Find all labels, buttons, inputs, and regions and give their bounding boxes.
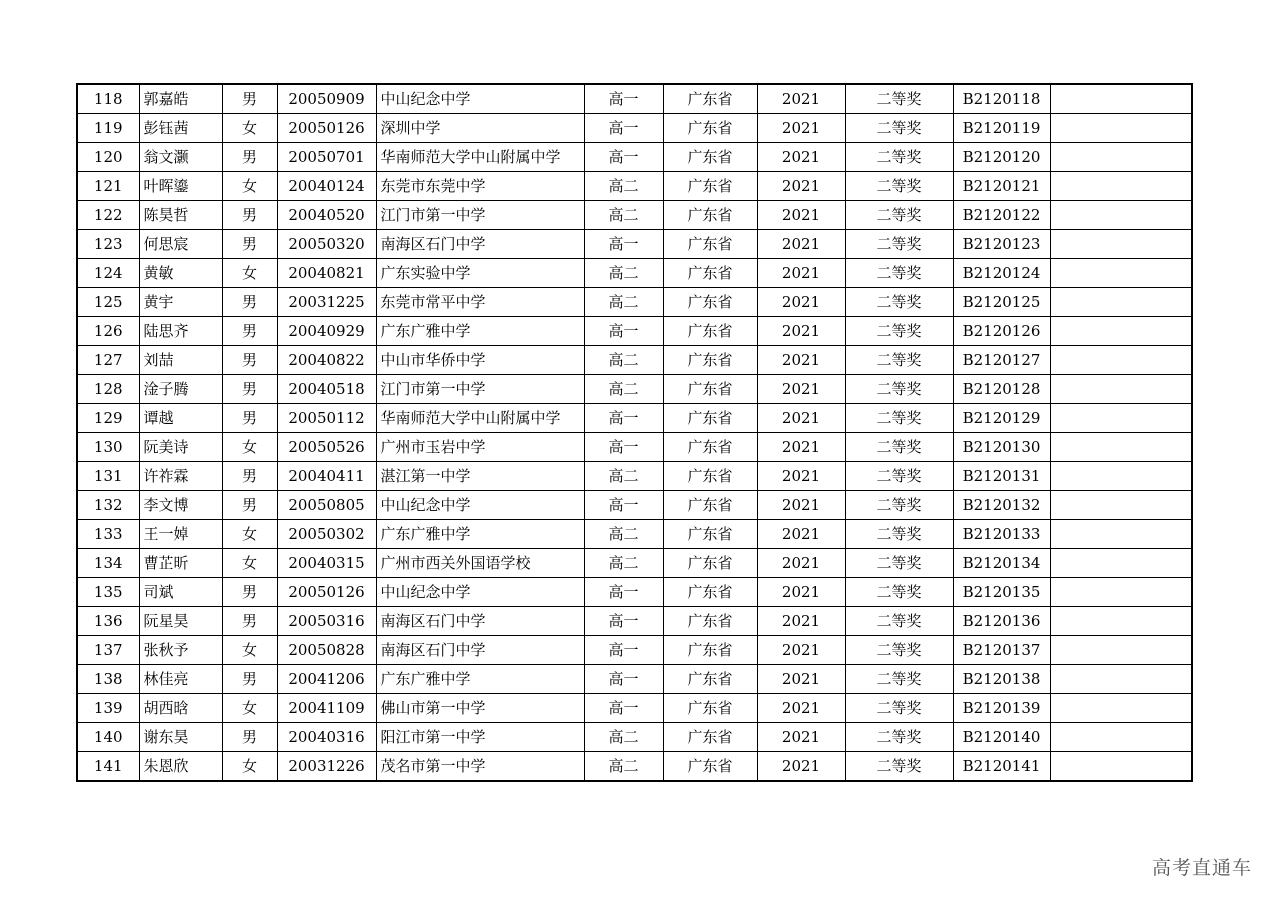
cell-school: 江门市第一中学 (376, 375, 584, 404)
cell-birthdate: 20050126 (277, 114, 376, 143)
cell-note (1050, 230, 1192, 259)
cell-province: 广东省 (663, 665, 757, 694)
cell-gender: 男 (222, 491, 277, 520)
cell-birthdate: 20050302 (277, 520, 376, 549)
cell-year: 2021 (757, 520, 845, 549)
cell-province: 广东省 (663, 230, 757, 259)
cell-grade: 高一 (584, 84, 663, 114)
cell-year: 2021 (757, 143, 845, 172)
cell-grade: 高一 (584, 491, 663, 520)
cell-name: 谢东昊 (139, 723, 222, 752)
cell-gender: 男 (222, 723, 277, 752)
cell-year: 2021 (757, 84, 845, 114)
cell-award: 二等奖 (845, 317, 953, 346)
cell-birthdate: 20050316 (277, 607, 376, 636)
cell-birthdate: 20040518 (277, 375, 376, 404)
cell-number: 127 (77, 346, 139, 375)
cell-note (1050, 201, 1192, 230)
cell-name: 淦子腾 (139, 375, 222, 404)
cell-certificate-id: B2120135 (953, 578, 1050, 607)
cell-province: 广东省 (663, 317, 757, 346)
cell-province: 广东省 (663, 462, 757, 491)
cell-year: 2021 (757, 636, 845, 665)
cell-note (1050, 114, 1192, 143)
cell-province: 广东省 (663, 172, 757, 201)
cell-certificate-id: B2120129 (953, 404, 1050, 433)
cell-name: 阮星昊 (139, 607, 222, 636)
cell-school: 佛山市第一中学 (376, 694, 584, 723)
table-row (77, 549, 1192, 578)
cell-province: 广东省 (663, 578, 757, 607)
cell-number: 132 (77, 491, 139, 520)
cell-award: 二等奖 (845, 665, 953, 694)
table-row (77, 491, 1192, 520)
cell-number: 131 (77, 462, 139, 491)
table-row (77, 723, 1192, 752)
cell-name: 陆思齐 (139, 317, 222, 346)
cell-province: 广东省 (663, 288, 757, 317)
table-row (77, 665, 1192, 694)
cell-note (1050, 259, 1192, 288)
cell-year: 2021 (757, 578, 845, 607)
cell-note (1050, 84, 1192, 114)
cell-gender: 男 (222, 462, 277, 491)
cell-name: 翁文灏 (139, 143, 222, 172)
cell-certificate-id: B2120121 (953, 172, 1050, 201)
cell-gender: 男 (222, 578, 277, 607)
cell-year: 2021 (757, 665, 845, 694)
cell-grade: 高一 (584, 636, 663, 665)
cell-gender: 男 (222, 143, 277, 172)
cell-award: 二等奖 (845, 491, 953, 520)
cell-birthdate: 20040822 (277, 346, 376, 375)
cell-certificate-id: B2120128 (953, 375, 1050, 404)
cell-award: 二等奖 (845, 578, 953, 607)
cell-province: 广东省 (663, 520, 757, 549)
cell-province: 广东省 (663, 143, 757, 172)
cell-name: 朱恩欣 (139, 752, 222, 782)
cell-gender: 女 (222, 433, 277, 462)
cell-grade: 高二 (584, 549, 663, 578)
cell-certificate-id: B2120131 (953, 462, 1050, 491)
cell-grade: 高一 (584, 317, 663, 346)
cell-certificate-id: B2120141 (953, 752, 1050, 782)
cell-award: 二等奖 (845, 346, 953, 375)
cell-award: 二等奖 (845, 230, 953, 259)
cell-school: 广东广雅中学 (376, 665, 584, 694)
cell-award: 二等奖 (845, 114, 953, 143)
cell-gender: 女 (222, 752, 277, 782)
cell-number: 136 (77, 607, 139, 636)
cell-gender: 女 (222, 520, 277, 549)
cell-gender: 男 (222, 230, 277, 259)
cell-school: 华南师范大学中山附属中学 (376, 404, 584, 433)
cell-grade: 高一 (584, 607, 663, 636)
table-row (77, 636, 1192, 665)
cell-award: 二等奖 (845, 752, 953, 782)
cell-gender: 女 (222, 636, 277, 665)
cell-name: 胡西晗 (139, 694, 222, 723)
cell-name: 李文博 (139, 491, 222, 520)
cell-certificate-id: B2120133 (953, 520, 1050, 549)
cell-grade: 高二 (584, 520, 663, 549)
cell-award: 二等奖 (845, 694, 953, 723)
table-row (77, 462, 1192, 491)
cell-certificate-id: B2120130 (953, 433, 1050, 462)
table-row (77, 230, 1192, 259)
cell-birthdate: 20040520 (277, 201, 376, 230)
cell-year: 2021 (757, 404, 845, 433)
cell-province: 广东省 (663, 84, 757, 114)
cell-birthdate: 20050701 (277, 143, 376, 172)
cell-gender: 男 (222, 201, 277, 230)
cell-year: 2021 (757, 346, 845, 375)
cell-name: 彭钰茜 (139, 114, 222, 143)
table-row (77, 143, 1192, 172)
cell-grade: 高二 (584, 346, 663, 375)
cell-gender: 男 (222, 288, 277, 317)
cell-year: 2021 (757, 462, 845, 491)
cell-gender: 男 (222, 346, 277, 375)
cell-school: 中山纪念中学 (376, 491, 584, 520)
cell-province: 广东省 (663, 375, 757, 404)
cell-number: 139 (77, 694, 139, 723)
cell-number: 135 (77, 578, 139, 607)
cell-grade: 高一 (584, 230, 663, 259)
cell-birthdate: 20050909 (277, 84, 376, 114)
cell-note (1050, 578, 1192, 607)
table-row (77, 607, 1192, 636)
cell-grade: 高二 (584, 462, 663, 491)
cell-award: 二等奖 (845, 288, 953, 317)
cell-grade: 高一 (584, 433, 663, 462)
cell-grade: 高一 (584, 665, 663, 694)
cell-grade: 高一 (584, 578, 663, 607)
table-row (77, 288, 1192, 317)
cell-name: 阮美诗 (139, 433, 222, 462)
cell-certificate-id: B2120137 (953, 636, 1050, 665)
table-row (77, 84, 1192, 114)
table-row (77, 694, 1192, 723)
cell-province: 广东省 (663, 491, 757, 520)
cell-birthdate: 20050805 (277, 491, 376, 520)
cell-name: 曹芷昕 (139, 549, 222, 578)
cell-note (1050, 288, 1192, 317)
cell-birthdate: 20050320 (277, 230, 376, 259)
cell-province: 广东省 (663, 752, 757, 782)
cell-note (1050, 172, 1192, 201)
cell-name: 黄敏 (139, 259, 222, 288)
cell-number: 119 (77, 114, 139, 143)
cell-number: 126 (77, 317, 139, 346)
cell-note (1050, 607, 1192, 636)
cell-school: 中山市华侨中学 (376, 346, 584, 375)
cell-certificate-id: B2120127 (953, 346, 1050, 375)
cell-number: 125 (77, 288, 139, 317)
cell-province: 广东省 (663, 201, 757, 230)
cell-name: 司斌 (139, 578, 222, 607)
cell-certificate-id: B2120136 (953, 607, 1050, 636)
cell-gender: 男 (222, 404, 277, 433)
cell-year: 2021 (757, 752, 845, 782)
cell-name: 林佳亮 (139, 665, 222, 694)
cell-certificate-id: B2120120 (953, 143, 1050, 172)
cell-school: 江门市第一中学 (376, 201, 584, 230)
cell-birthdate: 20050126 (277, 578, 376, 607)
cell-birthdate: 20050112 (277, 404, 376, 433)
cell-province: 广东省 (663, 404, 757, 433)
cell-birthdate: 20050526 (277, 433, 376, 462)
cell-school: 中山纪念中学 (376, 578, 584, 607)
cell-province: 广东省 (663, 433, 757, 462)
cell-school: 深圳中学 (376, 114, 584, 143)
cell-number: 137 (77, 636, 139, 665)
cell-gender: 男 (222, 607, 277, 636)
cell-year: 2021 (757, 114, 845, 143)
cell-number: 124 (77, 259, 139, 288)
cell-year: 2021 (757, 201, 845, 230)
cell-province: 广东省 (663, 723, 757, 752)
cell-province: 广东省 (663, 346, 757, 375)
cell-note (1050, 752, 1192, 782)
cell-gender: 女 (222, 114, 277, 143)
table-row (77, 404, 1192, 433)
cell-birthdate: 20040929 (277, 317, 376, 346)
cell-note (1050, 665, 1192, 694)
cell-name: 郭嘉皓 (139, 84, 222, 114)
cell-award: 二等奖 (845, 433, 953, 462)
cell-number: 123 (77, 230, 139, 259)
cell-grade: 高二 (584, 375, 663, 404)
cell-year: 2021 (757, 375, 845, 404)
cell-award: 二等奖 (845, 549, 953, 578)
cell-number: 134 (77, 549, 139, 578)
cell-school: 中山纪念中学 (376, 84, 584, 114)
cell-number: 120 (77, 143, 139, 172)
cell-gender: 女 (222, 172, 277, 201)
cell-award: 二等奖 (845, 84, 953, 114)
cell-year: 2021 (757, 259, 845, 288)
cell-school: 东莞市东莞中学 (376, 172, 584, 201)
cell-note (1050, 694, 1192, 723)
table-body (77, 84, 1192, 781)
cell-note (1050, 636, 1192, 665)
cell-number: 118 (77, 84, 139, 114)
cell-school: 南海区石门中学 (376, 636, 584, 665)
cell-award: 二等奖 (845, 462, 953, 491)
cell-number: 122 (77, 201, 139, 230)
cell-award: 二等奖 (845, 172, 953, 201)
cell-note (1050, 375, 1192, 404)
cell-year: 2021 (757, 230, 845, 259)
cell-number: 130 (77, 433, 139, 462)
table-row (77, 259, 1192, 288)
cell-name: 黄宇 (139, 288, 222, 317)
cell-school: 茂名市第一中学 (376, 752, 584, 782)
cell-birthdate: 20040411 (277, 462, 376, 491)
cell-name: 何思宸 (139, 230, 222, 259)
cell-school: 广东广雅中学 (376, 520, 584, 549)
cell-certificate-id: B2120140 (953, 723, 1050, 752)
table-row (77, 520, 1192, 549)
cell-year: 2021 (757, 491, 845, 520)
cell-gender: 男 (222, 317, 277, 346)
table-row (77, 752, 1192, 782)
cell-grade: 高一 (584, 404, 663, 433)
cell-school: 广州市玉岩中学 (376, 433, 584, 462)
cell-gender: 女 (222, 694, 277, 723)
cell-birthdate: 20040124 (277, 172, 376, 201)
cell-name: 叶晖鎏 (139, 172, 222, 201)
cell-award: 二等奖 (845, 636, 953, 665)
cell-note (1050, 346, 1192, 375)
cell-grade: 高一 (584, 694, 663, 723)
cell-grade: 高二 (584, 201, 663, 230)
cell-school: 广东实验中学 (376, 259, 584, 288)
cell-award: 二等奖 (845, 520, 953, 549)
cell-award: 二等奖 (845, 201, 953, 230)
cell-award: 二等奖 (845, 143, 953, 172)
cell-school: 广州市西关外国语学校 (376, 549, 584, 578)
cell-note (1050, 317, 1192, 346)
cell-name: 刘喆 (139, 346, 222, 375)
cell-year: 2021 (757, 694, 845, 723)
cell-gender: 男 (222, 375, 277, 404)
cell-award: 二等奖 (845, 375, 953, 404)
table-row (77, 172, 1192, 201)
cell-number: 121 (77, 172, 139, 201)
cell-name: 许祚霖 (139, 462, 222, 491)
cell-number: 133 (77, 520, 139, 549)
cell-number: 129 (77, 404, 139, 433)
cell-award: 二等奖 (845, 404, 953, 433)
cell-province: 广东省 (663, 607, 757, 636)
cell-school: 阳江市第一中学 (376, 723, 584, 752)
table-row (77, 201, 1192, 230)
cell-birthdate: 20040316 (277, 723, 376, 752)
cell-certificate-id: B2120134 (953, 549, 1050, 578)
cell-birthdate: 20040821 (277, 259, 376, 288)
cell-certificate-id: B2120122 (953, 201, 1050, 230)
table-row (77, 578, 1192, 607)
cell-province: 广东省 (663, 694, 757, 723)
cell-number: 140 (77, 723, 139, 752)
cell-birthdate: 20041109 (277, 694, 376, 723)
cell-gender: 男 (222, 84, 277, 114)
cell-name: 张秋予 (139, 636, 222, 665)
cell-certificate-id: B2120138 (953, 665, 1050, 694)
cell-award: 二等奖 (845, 723, 953, 752)
table-row (77, 317, 1192, 346)
cell-certificate-id: B2120124 (953, 259, 1050, 288)
cell-note (1050, 723, 1192, 752)
cell-school: 东莞市常平中学 (376, 288, 584, 317)
cell-grade: 高一 (584, 143, 663, 172)
table-row (77, 375, 1192, 404)
cell-certificate-id: B2120126 (953, 317, 1050, 346)
cell-note (1050, 404, 1192, 433)
cell-birthdate: 20031226 (277, 752, 376, 782)
cell-certificate-id: B2120125 (953, 288, 1050, 317)
cell-name: 王一婥 (139, 520, 222, 549)
cell-certificate-id: B2120119 (953, 114, 1050, 143)
table-row (77, 433, 1192, 462)
cell-school: 广东广雅中学 (376, 317, 584, 346)
cell-grade: 高二 (584, 752, 663, 782)
cell-school: 南海区石门中学 (376, 607, 584, 636)
cell-grade: 高二 (584, 172, 663, 201)
cell-province: 广东省 (663, 114, 757, 143)
cell-birthdate: 20040315 (277, 549, 376, 578)
cell-number: 141 (77, 752, 139, 782)
cell-number: 138 (77, 665, 139, 694)
cell-name: 谭越 (139, 404, 222, 433)
cell-year: 2021 (757, 172, 845, 201)
cell-certificate-id: B2120132 (953, 491, 1050, 520)
table-row (77, 114, 1192, 143)
cell-birthdate: 20031225 (277, 288, 376, 317)
cell-province: 广东省 (663, 636, 757, 665)
cell-province: 广东省 (663, 259, 757, 288)
cell-province: 广东省 (663, 549, 757, 578)
cell-number: 128 (77, 375, 139, 404)
cell-year: 2021 (757, 433, 845, 462)
cell-note (1050, 520, 1192, 549)
cell-award: 二等奖 (845, 607, 953, 636)
cell-year: 2021 (757, 723, 845, 752)
cell-school: 南海区石门中学 (376, 230, 584, 259)
watermark-logo-text: 高考直通车 (1151, 857, 1252, 879)
cell-grade: 高二 (584, 259, 663, 288)
cell-gender: 女 (222, 259, 277, 288)
cell-grade: 高一 (584, 114, 663, 143)
cell-gender: 男 (222, 665, 277, 694)
cell-year: 2021 (757, 549, 845, 578)
cell-note (1050, 462, 1192, 491)
cell-grade: 高二 (584, 288, 663, 317)
cell-certificate-id: B2120123 (953, 230, 1050, 259)
cell-grade: 高二 (584, 723, 663, 752)
cell-note (1050, 549, 1192, 578)
cell-note (1050, 433, 1192, 462)
cell-gender: 女 (222, 549, 277, 578)
cell-note (1050, 491, 1192, 520)
cell-award: 二等奖 (845, 259, 953, 288)
cell-certificate-id: B2120118 (953, 84, 1050, 114)
cell-note (1050, 143, 1192, 172)
cell-school: 湛江第一中学 (376, 462, 584, 491)
award-list-table (76, 83, 1193, 782)
cell-year: 2021 (757, 607, 845, 636)
cell-year: 2021 (757, 288, 845, 317)
cell-certificate-id: B2120139 (953, 694, 1050, 723)
cell-school: 华南师范大学中山附属中学 (376, 143, 584, 172)
cell-birthdate: 20050828 (277, 636, 376, 665)
cell-name: 陈昊哲 (139, 201, 222, 230)
cell-year: 2021 (757, 317, 845, 346)
table-row (77, 346, 1192, 375)
cell-birthdate: 20041206 (277, 665, 376, 694)
